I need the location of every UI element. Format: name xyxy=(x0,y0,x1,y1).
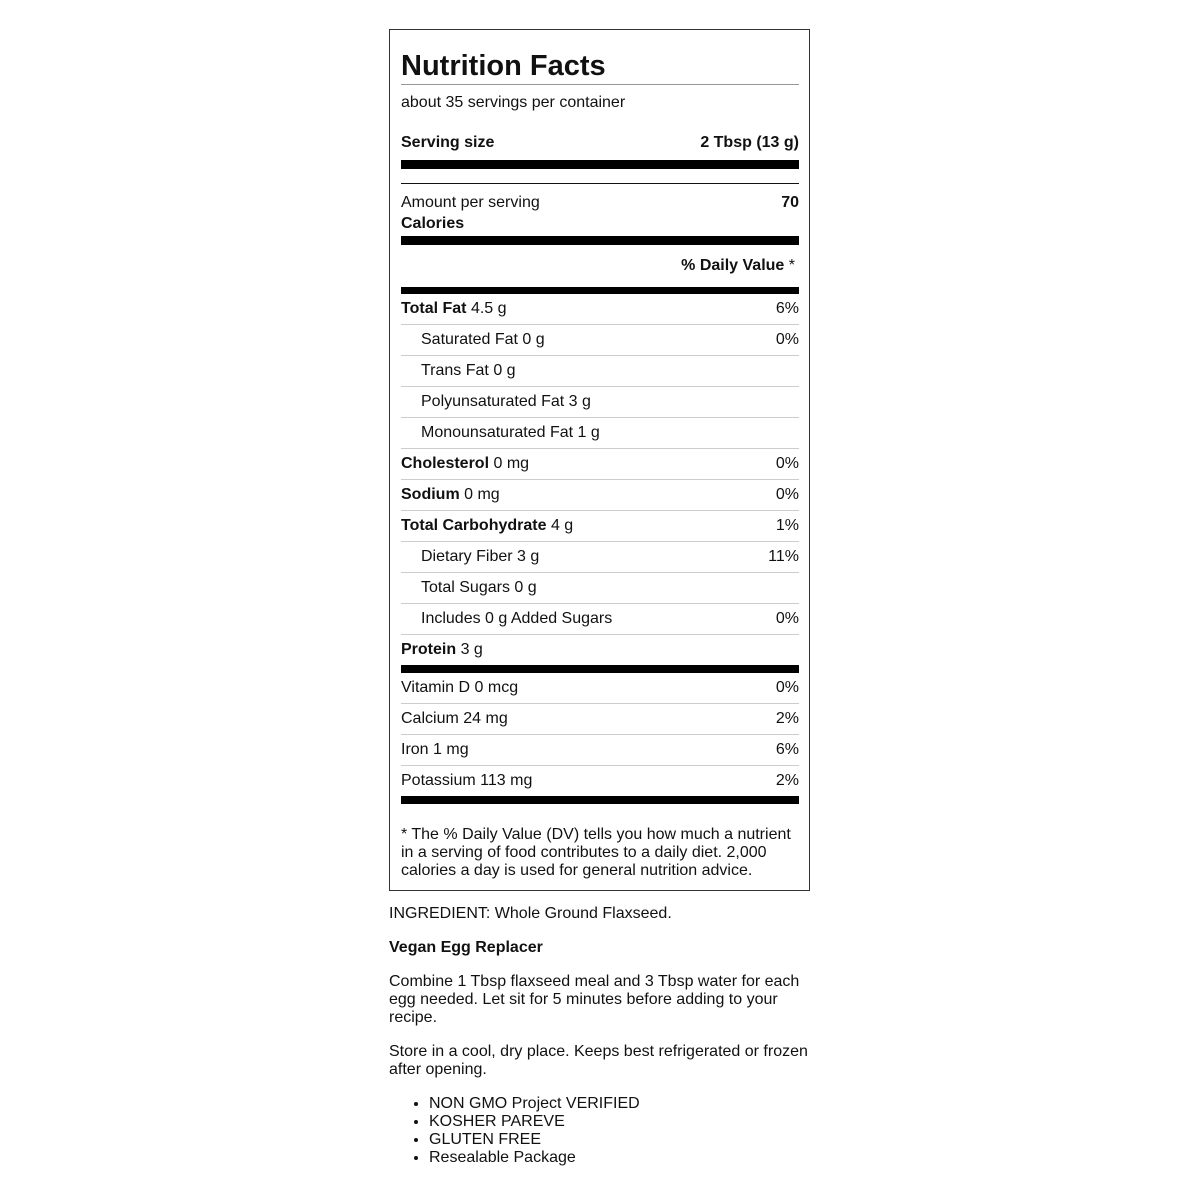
nutrient-name: Trans Fat xyxy=(421,362,489,379)
vitamin-list xyxy=(401,673,799,796)
nutrient-pct: 6% xyxy=(775,300,799,317)
nutrient-row-total-sugars xyxy=(401,573,799,604)
nutrition-facts-title: Nutrition Facts xyxy=(401,50,606,82)
nutrient-amount: 0 mg xyxy=(493,455,530,472)
nutrient-row-sodium xyxy=(401,480,799,511)
nutrient-amount: 1 g xyxy=(577,424,600,441)
nutrient-row-dietary-fiber xyxy=(401,542,799,573)
feature-list xyxy=(389,1095,829,1167)
vitamin-amount: 1 mg xyxy=(433,741,469,758)
amount-per-serving: Amount per serving xyxy=(401,194,540,211)
nutrient-amount: 3 g xyxy=(517,548,540,565)
nutrient-row-monounsaturated-fat xyxy=(401,418,799,449)
nutrient-row-cholesterol xyxy=(401,449,799,480)
divider xyxy=(401,84,799,85)
medium-bar xyxy=(401,796,799,804)
servings-per-container: about 35 servings per container xyxy=(401,94,626,111)
nutrient-name: Total Sugars xyxy=(421,579,510,596)
feature-item: • NON GMO Project VERIFIED xyxy=(429,1095,829,1113)
calories-label: Calories xyxy=(401,215,465,232)
daily-value-star: * xyxy=(788,257,795,274)
vitamin-name: Calcium xyxy=(401,710,459,727)
vitamin-pct: 2% xyxy=(775,710,799,727)
vitamin-name: Iron xyxy=(401,741,429,758)
storage-instructions: Store in a cool, dry place. Keeps best refrigerated or frozen after opening. xyxy=(389,1043,808,1078)
vitamin-row-iron xyxy=(401,735,799,766)
daily-value-header xyxy=(401,245,799,287)
medium-bar xyxy=(401,287,799,294)
egg-replacer-heading: Vegan Egg Replacer xyxy=(389,939,543,956)
nutrient-name: Total Fat xyxy=(401,300,467,317)
nutrient-pct: 0% xyxy=(775,331,799,348)
serving-size-row xyxy=(401,133,799,153)
nutrient-amount: 0 g xyxy=(514,579,537,596)
vitamin-name: Vitamin D xyxy=(401,679,471,696)
daily-value-header-text: % Daily Value xyxy=(681,257,785,274)
vitamin-amount: 24 mg xyxy=(463,710,508,727)
vitamin-row-calcium xyxy=(401,704,799,735)
vitamin-name: Potassium xyxy=(401,772,476,789)
nutrition-facts-label xyxy=(389,29,810,891)
serving-size-value: 2 Tbsp (13 g) xyxy=(700,134,799,151)
nutrient-amount: 3 g xyxy=(568,393,591,410)
nutrient-pct: 0% xyxy=(775,486,799,503)
thick-bar xyxy=(401,236,799,245)
ingredient-text: INGREDIENT: Whole Ground Flaxseed. xyxy=(389,905,672,922)
calories-block xyxy=(401,184,799,236)
vitamin-pct: 6% xyxy=(775,741,799,758)
nutrient-row-polyunsaturated-fat xyxy=(401,387,799,418)
product-info xyxy=(389,905,829,1167)
egg-replacer-instructions: Combine 1 Tbsp flaxseed meal and 3 Tbsp water for each egg needed. Let sit for 5 minutes before adding to your recipe. xyxy=(389,973,800,1026)
nutrient-row-total-fat xyxy=(401,294,799,325)
feature-item: • GLUTEN FREE xyxy=(429,1131,829,1149)
nutrient-pct: 11% xyxy=(768,548,799,565)
nutrient-row-saturated-fat xyxy=(401,325,799,356)
nutrient-amount: 0 g xyxy=(493,362,516,379)
nutrient-name: Protein xyxy=(401,641,457,658)
nutrient-row-added-sugars xyxy=(401,604,799,635)
nutrient-name: Polyunsaturated Fat xyxy=(421,393,565,410)
nutrient-amount: 0 mg xyxy=(464,486,500,503)
nutrient-pct: 0% xyxy=(775,455,799,472)
nutrient-pct: 0% xyxy=(775,610,799,627)
medium-bar xyxy=(401,665,799,673)
nutrient-name: Dietary Fiber xyxy=(421,548,513,565)
feature-item: • KOSHER PAREVE xyxy=(429,1113,829,1131)
nutrient-pct: 1% xyxy=(775,517,799,534)
nutrient-name: Total Carbohydrate xyxy=(401,517,547,534)
nutrient-amount: 4 g xyxy=(550,517,574,534)
nutrient-name: Cholesterol xyxy=(401,455,490,472)
nutrient-amount: 4.5 g xyxy=(470,300,507,317)
nutrient-amount: 3 g xyxy=(460,641,483,658)
calories-value: 70 xyxy=(781,194,799,211)
nutrient-row-total-carbohydrate xyxy=(401,511,799,542)
nutrient-row-trans-fat xyxy=(401,356,799,387)
daily-value-footnote: * The % Daily Value (DV) tells you how much a nutrient in a serving of food contributes to a daily diet. 2,000 calories a day is used for general nutrition advice. xyxy=(401,826,791,879)
nutrient-row-protein xyxy=(401,635,799,665)
nutrient-name: Sodium xyxy=(401,486,460,503)
nutrient-name: Includes 0 g Added Sugars xyxy=(421,610,613,627)
nutrient-amount: 0 g xyxy=(522,331,545,348)
thick-bar xyxy=(401,160,799,169)
feature-item: • Resealable Package xyxy=(429,1149,829,1167)
vitamin-amount: 0 mcg xyxy=(474,679,519,696)
nutrient-name: Monounsaturated Fat xyxy=(421,424,574,441)
vitamin-pct: 2% xyxy=(775,772,799,789)
nutrient-list xyxy=(401,294,799,665)
nutrient-name: Saturated Fat xyxy=(421,331,518,348)
vitamin-row-vitamin-d xyxy=(401,673,799,704)
vitamin-pct: 0% xyxy=(775,679,799,696)
vitamin-row-potassium xyxy=(401,766,799,796)
serving-size-label: Serving size xyxy=(401,134,495,151)
vitamin-amount: 113 mg xyxy=(480,772,533,789)
